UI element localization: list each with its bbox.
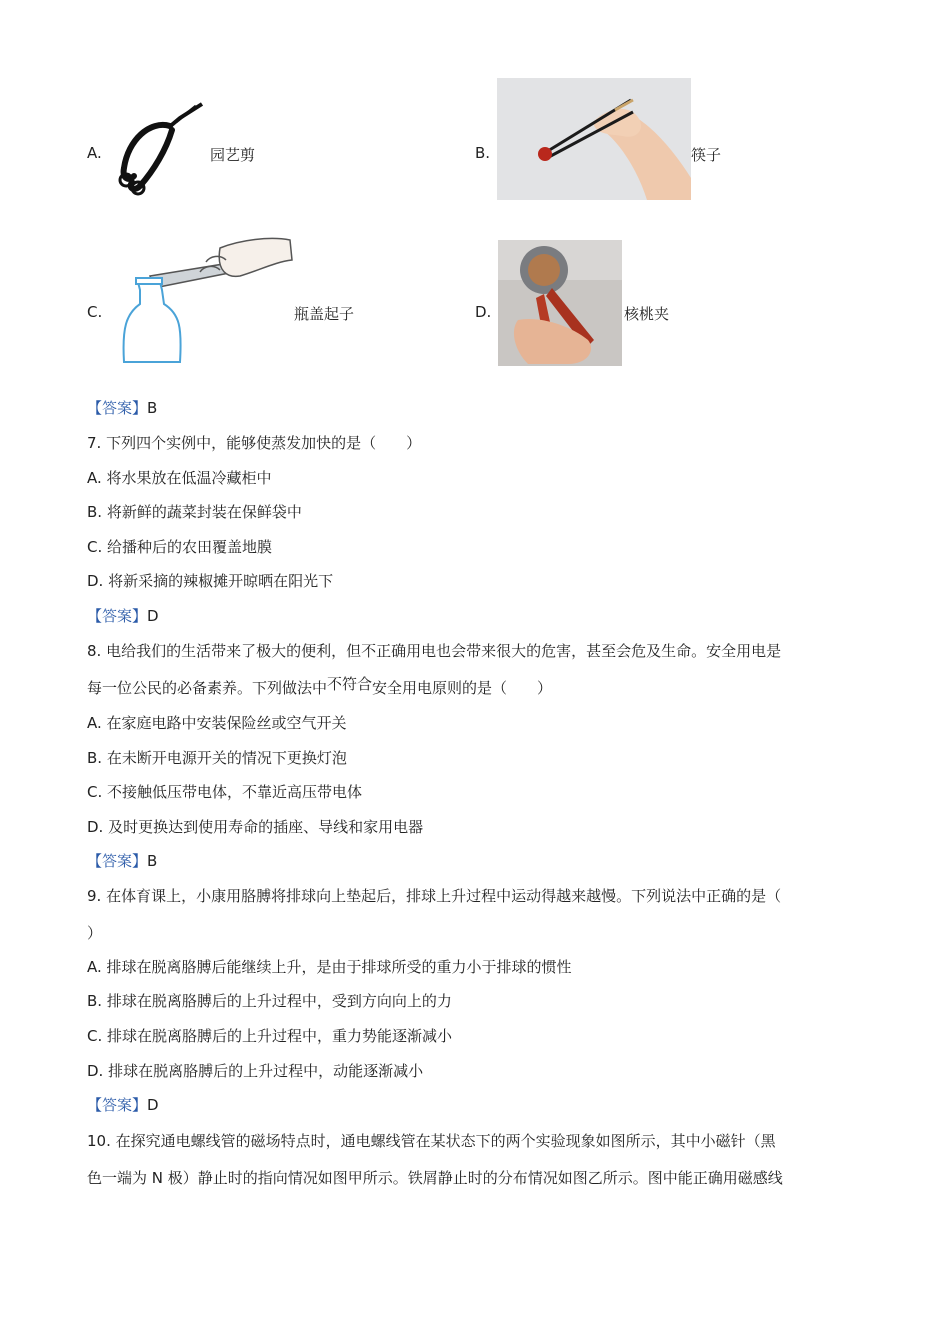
answer-value: B (147, 852, 158, 870)
answer-value: B (147, 399, 158, 417)
option-a-letter: A. (87, 144, 102, 162)
question-10-stem-line-1: 10. 在探究通电螺线管的磁场特点时，通电螺线管在某状态下的两个实验现象如图所示，其中小磁针（黑 (87, 1132, 776, 1150)
question-7-option-c: C. 给播种后的农田覆盖地膜 (87, 538, 273, 556)
answer-tag: 【答案】 (87, 852, 148, 870)
question-9-option-d: D. 排球在脱离胳膊后的上升过程中，动能逐渐减小 (87, 1062, 424, 1080)
stem-text: 每一位公民的必备素养。下列做法中 (87, 679, 328, 697)
nutcracker-image (498, 240, 622, 366)
question-9-option-c: C. 排球在脱离胳膊后的上升过程中，重力势能逐渐减小 (87, 1027, 453, 1045)
chopsticks-image (497, 78, 691, 200)
garden-shears-image (110, 100, 206, 196)
bottle-opener-image (110, 232, 294, 364)
option-c-letter: C. (87, 303, 103, 321)
answer-tag: 【答案】 (87, 1096, 148, 1114)
emphasis-text: 不符合 (327, 675, 373, 693)
question-8-stem-line-2 (87, 675, 553, 698)
question-7-stem: 7. 下列四个实例中，能够使蒸发加快的是（ ） (87, 434, 422, 452)
question-8-option-c: C. 不接触低压带电体，不靠近高压带电体 (87, 783, 363, 801)
option-d-caption: 核桃夹 (624, 305, 670, 323)
answer-q6 (87, 398, 157, 418)
answer-tag: 【答案】 (87, 607, 148, 625)
option-d-letter: D. (475, 303, 492, 321)
stem-text: 安全用电原则的是（ ） (372, 679, 553, 697)
answer-value: D (147, 1096, 159, 1114)
question-9-stem-line-1: 9. 在体育课上，小康用胳膊将排球向上垫起后，排球上升过程中运动得越来越慢。下列说法中正确的是（ (87, 887, 782, 905)
option-a-caption: 园艺剪 (210, 146, 256, 164)
question-8-stem-line-1: 8. 电给我们的生活带来了极大的便利，但不正确用电也会带来很大的危害，甚至会危及生命。安全用电是 (87, 642, 782, 660)
question-7-option-a: A. 将水果放在低温冷藏柜中 (87, 469, 272, 487)
answer-q7 (87, 606, 159, 626)
answer-q9 (87, 1095, 159, 1115)
question-9-stem-line-2: ） (87, 924, 103, 942)
option-b-caption: 筷子 (691, 146, 722, 164)
question-8-option-a: A. 在家庭电路中安装保险丝或空气开关 (87, 714, 347, 732)
question-9-option-a: A. 排球在脱离胳膊后能继续上升，是由于排球所受的重力小于排球的惯性 (87, 958, 572, 976)
question-8-option-b: B. 在未断开电源开关的情况下更换灯泡 (87, 749, 347, 767)
question-7-option-d: D. 将新采摘的辣椒摊开晾晒在阳光下 (87, 572, 334, 590)
option-c-caption: 瓶盖起子 (294, 305, 355, 323)
question-8-option-d: D. 及时更换达到使用寿命的插座、导线和家用电器 (87, 818, 424, 836)
question-9-option-b: B. 排球在脱离胳膊后的上升过程中，受到方向向上的力 (87, 992, 452, 1010)
option-b-letter: B. (475, 144, 491, 162)
answer-value: D (147, 607, 159, 625)
answer-tag: 【答案】 (87, 399, 148, 417)
question-7-option-b: B. 将新鲜的蔬菜封装在保鲜袋中 (87, 503, 302, 521)
answer-q8 (87, 851, 157, 871)
question-10-stem-line-2: 色一端为 N 极）静止时的指向情况如图甲所示。铁屑静止时的分布情况如图乙所示。图中能正确用磁感线 (87, 1169, 783, 1187)
